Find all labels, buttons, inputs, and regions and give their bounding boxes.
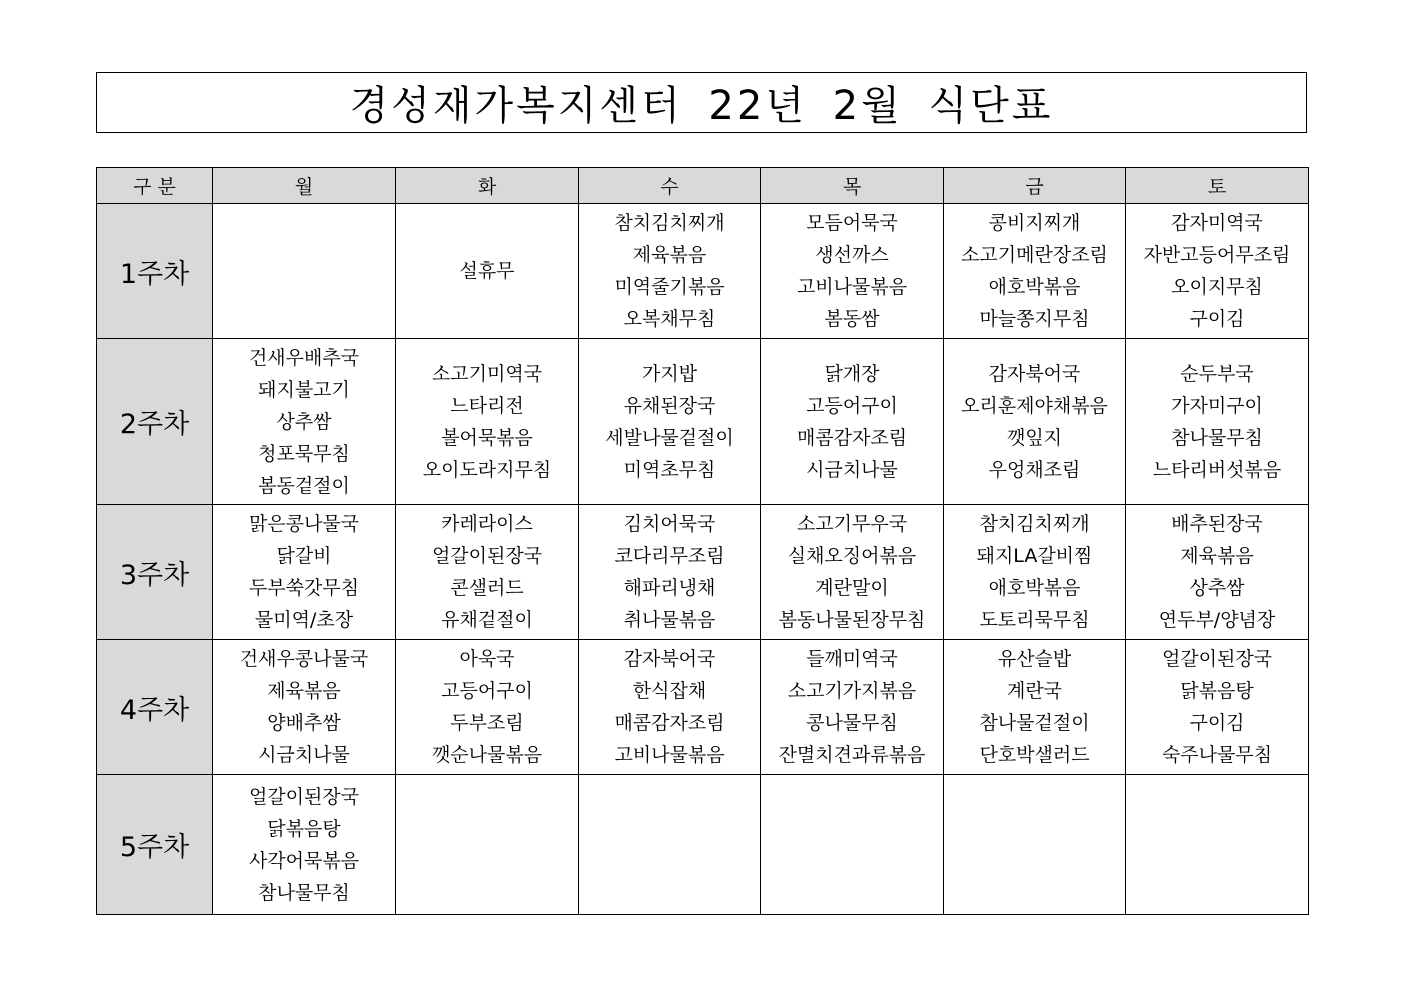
page-title: 경성재가복지센터 22년 2월 식단표: [349, 83, 1054, 129]
dish-item: 제육볶음: [1180, 545, 1254, 567]
dish-item: 오복채무침: [623, 308, 716, 330]
menu-cell-fri: [944, 640, 1126, 775]
week-row-4: [97, 640, 1309, 775]
dish-item: 세발나물겉절이: [605, 426, 734, 449]
meal-plan-body: [97, 204, 1309, 915]
menu-cell-tue: [396, 204, 579, 339]
dish-item: 소고기무우국: [796, 513, 908, 535]
dish-item: 구이김: [1189, 308, 1245, 330]
menu-cell-mon: [213, 640, 396, 775]
dish-item: 고등어구이: [441, 680, 533, 702]
day-header-tue: 화: [396, 168, 579, 204]
menu-cell-mon: [213, 339, 396, 505]
dish-item: 참치김치찌개: [614, 212, 725, 234]
dish-item: 매콤감자조림: [614, 712, 725, 734]
dish-item: 얼갈이된장국: [431, 545, 543, 567]
day-header-thu: 목: [761, 168, 944, 204]
meal-plan-table: [96, 167, 1309, 915]
dish-item: 구이김: [1189, 712, 1245, 734]
dish-item: 봄동쌈: [824, 308, 880, 330]
dish-item: 제육볶음: [267, 680, 341, 702]
menu-cell-fri: [944, 505, 1126, 640]
dish-item: 한식잡채: [632, 680, 707, 702]
dish-item: 숙주나물무침: [1161, 744, 1273, 766]
menu-cell-fri: [944, 339, 1126, 505]
menu-cell-sat: [1126, 775, 1309, 915]
dish-item: 감자미역국: [1171, 212, 1263, 234]
dish-item: 유채된장국: [623, 394, 716, 417]
dish-item: 닭개장: [824, 362, 880, 385]
menu-cell-tue: [396, 339, 579, 505]
dish-item: 김치어묵국: [623, 513, 716, 535]
menu-cell-thu: [761, 640, 944, 775]
dish-item: 두부쑥갓무침: [248, 577, 360, 599]
dish-item: 참나물겉절이: [979, 712, 1090, 734]
dish-item: 연두부/양념장: [1158, 609, 1276, 631]
dish-item: 참나물무침: [1171, 426, 1263, 449]
menu-cell-sat: [1126, 505, 1309, 640]
corner-header: 구 분: [97, 168, 213, 204]
dish-item: 순두부국: [1180, 362, 1254, 385]
menu-cell-wed: [579, 505, 761, 640]
dish-item: 제육볶음: [632, 244, 707, 266]
dish-item: 설휴무: [459, 260, 515, 282]
week-label: 2주차: [97, 339, 213, 505]
dish-item: 두부조림: [450, 712, 524, 734]
dish-item: 소고기미역국: [431, 362, 543, 385]
dish-item: 깻순나물볶음: [431, 744, 543, 766]
dish-item: 도토리묵무침: [979, 609, 1090, 631]
dish-item: 돼지불고기: [258, 378, 350, 401]
dish-item: 상추쌈: [1189, 577, 1245, 599]
dish-item: 사각어묵볶음: [248, 849, 360, 872]
dish-item: 유산슬밥: [997, 648, 1072, 670]
week-label: 4주차: [97, 640, 213, 775]
dish-item: 모듬어묵국: [806, 212, 898, 234]
dish-item: 우엉채조림: [988, 458, 1081, 481]
dish-item: 해파리냉채: [623, 577, 716, 599]
dish-item: 가자미구이: [1171, 394, 1263, 417]
week-label: 3주차: [97, 505, 213, 640]
dish-item: 매콤감자조림: [796, 426, 908, 449]
day-header-sat: 토: [1126, 168, 1309, 204]
day-header-wed: 수: [579, 168, 761, 204]
dish-item: 오리훈제야채볶음: [961, 394, 1108, 417]
dish-item: 얼갈이된장국: [248, 785, 360, 808]
dish-item: 시금치나물: [806, 458, 898, 481]
dish-item: 유채겉절이: [441, 609, 533, 631]
dish-item: 건새우콩나물국: [239, 648, 369, 670]
menu-cell-mon: [213, 775, 396, 915]
dish-item: 건새우배추국: [248, 346, 360, 369]
title-box: [96, 72, 1307, 133]
dish-item: 고등어구이: [806, 394, 898, 417]
dish-item: 마늘쫑지무침: [979, 308, 1090, 330]
menu-cell-fri: [944, 204, 1126, 339]
menu-cell-fri: [944, 775, 1126, 915]
dish-item: 느타리전: [450, 394, 524, 417]
dish-item: 닭갈비: [276, 545, 332, 567]
menu-cell-sat: [1126, 204, 1309, 339]
menu-cell-mon: [213, 204, 396, 339]
dish-item: 오이도라지무침: [422, 458, 552, 481]
dish-item: 미역줄기볶음: [614, 276, 725, 298]
header-row: [97, 168, 1309, 204]
dish-item: 실채오징어볶음: [787, 545, 917, 567]
menu-cell-thu: [761, 775, 944, 915]
menu-cell-mon: [213, 505, 396, 640]
dish-item: 상추쌈: [276, 410, 332, 433]
dish-item: 애호박볶음: [988, 276, 1081, 298]
dish-item: 콩비지찌개: [988, 212, 1081, 234]
dish-item: 단호박샐러드: [979, 744, 1090, 766]
dish-item: 계란국: [1006, 680, 1063, 702]
dish-item: 봄동겉절이: [258, 474, 350, 497]
dish-item: 물미역/초장: [254, 609, 354, 631]
dish-item: 콘샐러드: [450, 577, 524, 599]
menu-cell-thu: [761, 505, 944, 640]
menu-cell-wed: [579, 204, 761, 339]
dish-item: 감자북어국: [988, 362, 1081, 385]
day-header-mon: 월: [213, 168, 396, 204]
day-header-fri: 금: [944, 168, 1126, 204]
menu-cell-sat: [1126, 339, 1309, 505]
dish-item: 고비나물볶음: [614, 744, 725, 766]
dish-item: 가지밥: [641, 362, 698, 385]
dish-item: 배추된장국: [1171, 513, 1263, 535]
dish-item: 닭볶음탕: [267, 817, 341, 840]
menu-cell-wed: [579, 339, 761, 505]
dish-item: 깻잎지: [1006, 426, 1063, 449]
menu-cell-tue: [396, 505, 579, 640]
menu-cell-thu: [761, 204, 944, 339]
dish-item: 맑은콩나물국: [248, 513, 360, 535]
dish-item: 참나물무침: [258, 881, 350, 904]
dish-item: 봄동나물된장무침: [778, 609, 926, 631]
dish-item: 얼갈이된장국: [1161, 648, 1273, 670]
dish-item: 청포묵무침: [258, 442, 350, 465]
menu-cell-tue: [396, 640, 579, 775]
dish-item: 생선까스: [815, 244, 889, 266]
dish-item: 계란말이: [815, 577, 889, 599]
dish-item: 시금치나물: [258, 744, 350, 766]
dish-item: 콩나물무침: [806, 712, 898, 734]
menu-cell-tue: [396, 775, 579, 915]
week-label: 1주차: [97, 204, 213, 339]
dish-item: 오이지무침: [1171, 276, 1263, 298]
dish-item: 잔멸치견과류볶음: [778, 744, 926, 766]
dish-item: 느타리버섯볶음: [1152, 458, 1282, 481]
menu-cell-sat: [1126, 640, 1309, 775]
week-row-2: [97, 339, 1309, 505]
menu-cell-wed: [579, 640, 761, 775]
dish-item: 애호박볶음: [988, 577, 1081, 599]
week-label: 5주차: [97, 775, 213, 915]
dish-item: 닭볶음탕: [1180, 680, 1254, 702]
dish-item: 양배추쌈: [267, 712, 341, 734]
menu-cell-thu: [761, 339, 944, 505]
dish-item: 감자북어국: [623, 648, 716, 670]
week-row-5: [97, 775, 1309, 915]
dish-item: 들깨미역국: [806, 648, 898, 670]
dish-item: 카레라이스: [441, 513, 533, 535]
dish-item: 취나물볶음: [623, 609, 716, 631]
dish-item: 고비나물볶음: [796, 276, 908, 298]
dish-item: 미역초무침: [623, 458, 716, 481]
week-row-3: [97, 505, 1309, 640]
dish-item: 볼어묵볶음: [441, 426, 533, 449]
dish-item: 돼지LA갈비찜: [976, 545, 1093, 567]
dish-item: 아욱국: [459, 648, 515, 670]
dish-item: 소고기가지볶음: [787, 680, 917, 702]
dish-item: 소고기메란장조림: [961, 244, 1108, 266]
dish-item: 코다리무조림: [614, 545, 725, 567]
dish-item: 자반고등어무조림: [1143, 244, 1291, 266]
dish-item: 참치김치찌개: [979, 513, 1090, 535]
week-row-1: [97, 204, 1309, 339]
menu-cell-wed: [579, 775, 761, 915]
